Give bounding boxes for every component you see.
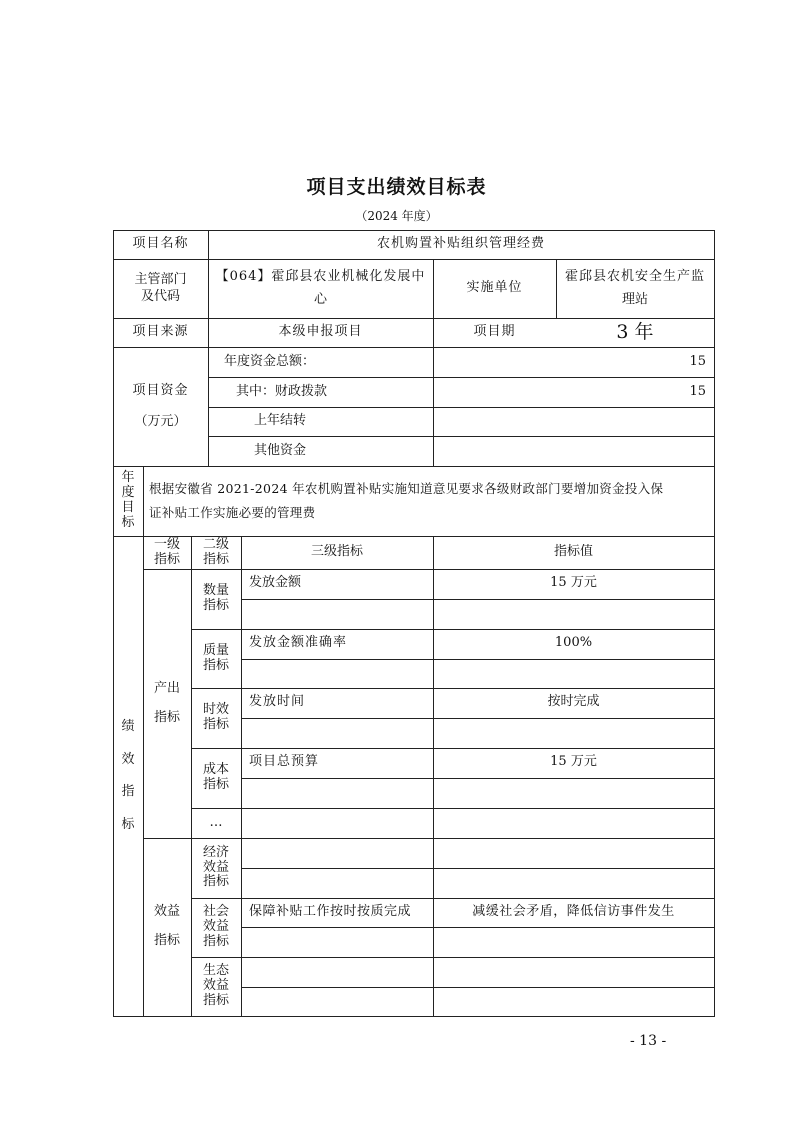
quality-indicator-label: 质量 指标 [202, 642, 229, 673]
period-label: 项目期 [473, 324, 516, 340]
social-benefit-value: 减缓社会矛盾，降低信访事件发生 [472, 904, 675, 920]
funds-carryover-value [433, 407, 714, 436]
benefit-indicator-label: 效益 指标 [153, 904, 180, 948]
project-name-value: 农机购置补贴组织管理经费 [376, 236, 545, 252]
header-level1: 一级 指标 [153, 536, 180, 567]
period-value: 3 年 [616, 320, 654, 343]
funds-other-label: 其他资金 [254, 442, 307, 458]
social-benefit-name: 保障补贴工作按时按质完成 [249, 904, 412, 920]
page-subtitle: （2024 年度） [355, 209, 438, 223]
performance-indicators-label: 绩 效 指 标 [121, 719, 135, 832]
funds-total-value: 15 [689, 353, 706, 369]
funds-other-value [433, 436, 714, 466]
dept-label: 主管部门 及代码 [134, 272, 187, 304]
economic-benefit-label: 经济 效益 指标 [202, 844, 229, 890]
quality-value: 100% [554, 635, 593, 650]
impl-label: 实施单位 [466, 280, 523, 296]
dept-value: 【064】霍邱县农业机械化发展中 心 [215, 269, 426, 307]
impl-value: 霍邱县农机安全生产监 理站 [564, 269, 705, 307]
quantity-indicator-label: 数量 指标 [202, 583, 229, 613]
header-value: 指标值 [553, 544, 593, 560]
quantity-value: 15 万元 [550, 575, 597, 590]
quantity-name: 发放金额 [249, 575, 302, 590]
header-level2: 二级 指标 [202, 536, 229, 567]
social-benefit-label: 社会 效益 指标 [202, 904, 229, 949]
output-indicator-label: 产出 指标 [153, 680, 180, 725]
more-indicators-ellipsis: … [209, 814, 223, 830]
timeliness-value: 按时完成 [547, 694, 600, 709]
source-label: 项目来源 [132, 324, 189, 340]
timeliness-indicator-label: 时效 指标 [202, 702, 229, 732]
funds-label: 项目资金 （万元） [132, 383, 189, 429]
annual-goal-text: 根据安徽省 2021-2024 年农机购置补贴实施知道意见要求各级财政部门要增加资金投入保 证补贴工作实施必要的管理费 [149, 481, 664, 520]
quality-name: 发放金额准确率 [249, 635, 348, 650]
funds-fiscal-value: 15 [689, 383, 706, 399]
source-value: 本级申报项目 [278, 324, 363, 340]
funds-fiscal-label: 其中：财政拨款 [236, 383, 328, 399]
ecological-benefit-label: 生态 效益 指标 [202, 963, 229, 1008]
timeliness-name: 发放时间 [249, 694, 306, 709]
funds-total-label: 年度资金总额： [224, 353, 316, 369]
cost-value: 15 万元 [550, 754, 597, 769]
funds-carryover-label: 上年结转 [254, 413, 307, 429]
annual-goal-label: 年 度 目 标 [121, 470, 135, 530]
header-level3: 三级指标 [310, 544, 363, 560]
page-number: - 13 - [630, 1033, 667, 1049]
cost-indicator-label: 成本 指标 [202, 762, 229, 792]
project-name-label: 项目名称 [132, 236, 189, 252]
cost-name: 项目总预算 [249, 754, 320, 769]
page-title: 项目支出绩效目标表 [306, 176, 487, 198]
